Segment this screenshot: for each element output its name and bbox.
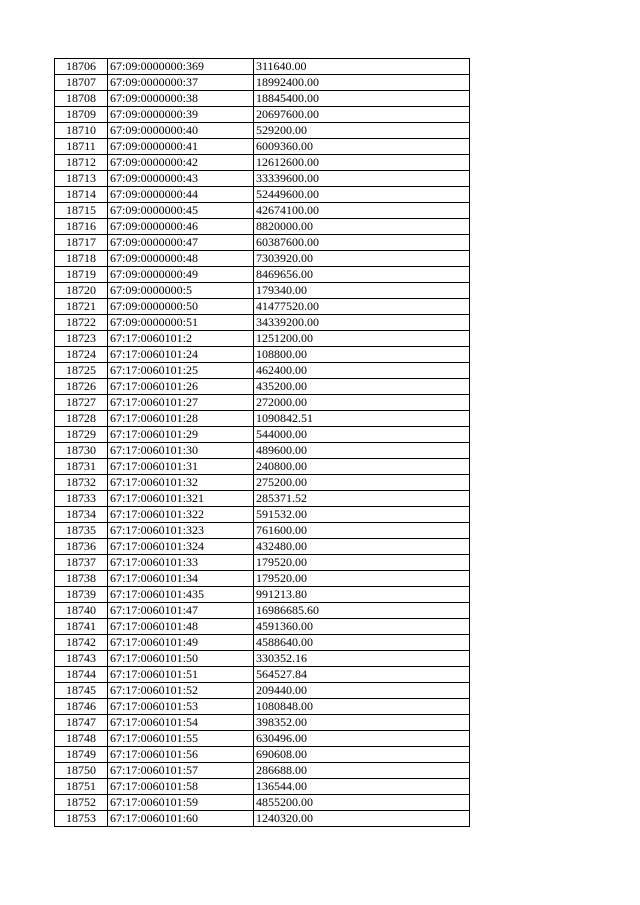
value-cell: 761600.00 bbox=[254, 523, 470, 539]
row-number-cell: 18714 bbox=[55, 187, 108, 203]
table-row bbox=[55, 539, 470, 555]
value-cell: 7303920.00 bbox=[254, 251, 470, 267]
cadastral-number-cell: 67:17:0060101:60 bbox=[108, 811, 254, 827]
row-number-cell: 18738 bbox=[55, 571, 108, 587]
value-cell: 34339200.00 bbox=[254, 315, 470, 331]
cadastral-number-cell: 67:17:0060101:34 bbox=[108, 571, 254, 587]
table-row bbox=[55, 779, 470, 795]
cadastral-number-cell: 67:17:0060101:52 bbox=[108, 683, 254, 699]
table-row bbox=[55, 763, 470, 779]
cadastral-number-cell: 67:09:0000000:44 bbox=[108, 187, 254, 203]
row-number-cell: 18713 bbox=[55, 171, 108, 187]
table-row bbox=[55, 651, 470, 667]
row-number-cell: 18712 bbox=[55, 155, 108, 171]
cadastral-number-cell: 67:09:0000000:37 bbox=[108, 75, 254, 91]
row-number-cell: 18753 bbox=[55, 811, 108, 827]
table-row bbox=[55, 443, 470, 459]
row-number-cell: 18725 bbox=[55, 363, 108, 379]
table-row bbox=[55, 347, 470, 363]
table-row bbox=[55, 715, 470, 731]
value-cell: 489600.00 bbox=[254, 443, 470, 459]
row-number-cell: 18711 bbox=[55, 139, 108, 155]
value-cell: 18845400.00 bbox=[254, 91, 470, 107]
table-row bbox=[55, 747, 470, 763]
cadastral-number-cell: 67:17:0060101:28 bbox=[108, 411, 254, 427]
row-number-cell: 18731 bbox=[55, 459, 108, 475]
table-row bbox=[55, 667, 470, 683]
row-number-cell: 18729 bbox=[55, 427, 108, 443]
value-cell: 690608.00 bbox=[254, 747, 470, 763]
table-row bbox=[55, 187, 470, 203]
value-cell: 432480.00 bbox=[254, 539, 470, 555]
value-cell: 60387600.00 bbox=[254, 235, 470, 251]
row-number-cell: 18752 bbox=[55, 795, 108, 811]
row-number-cell: 18747 bbox=[55, 715, 108, 731]
row-number-cell: 18718 bbox=[55, 251, 108, 267]
cadastral-number-cell: 67:17:0060101:324 bbox=[108, 539, 254, 555]
row-number-cell: 18741 bbox=[55, 619, 108, 635]
value-cell: 1080848.00 bbox=[254, 699, 470, 715]
row-number-cell: 18722 bbox=[55, 315, 108, 331]
value-cell: 991213.80 bbox=[254, 587, 470, 603]
cadastral-number-cell: 67:09:0000000:50 bbox=[108, 299, 254, 315]
value-cell: 435200.00 bbox=[254, 379, 470, 395]
table-row bbox=[55, 491, 470, 507]
row-number-cell: 18739 bbox=[55, 587, 108, 603]
row-number-cell: 18748 bbox=[55, 731, 108, 747]
row-number-cell: 18749 bbox=[55, 747, 108, 763]
table-row bbox=[55, 235, 470, 251]
value-cell: 8820000.00 bbox=[254, 219, 470, 235]
cadastral-number-cell: 67:09:0000000:43 bbox=[108, 171, 254, 187]
row-number-cell: 18726 bbox=[55, 379, 108, 395]
value-cell: 398352.00 bbox=[254, 715, 470, 731]
row-number-cell: 18715 bbox=[55, 203, 108, 219]
table-row bbox=[55, 123, 470, 139]
value-cell: 52449600.00 bbox=[254, 187, 470, 203]
row-number-cell: 18750 bbox=[55, 763, 108, 779]
row-number-cell: 18708 bbox=[55, 91, 108, 107]
table-row bbox=[55, 251, 470, 267]
cadastral-number-cell: 67:09:0000000:5 bbox=[108, 283, 254, 299]
table-row bbox=[55, 395, 470, 411]
table-row bbox=[55, 331, 470, 347]
table-row bbox=[55, 811, 470, 827]
value-cell: 591532.00 bbox=[254, 507, 470, 523]
value-cell: 6009360.00 bbox=[254, 139, 470, 155]
value-cell: 18992400.00 bbox=[254, 75, 470, 91]
cadastral-number-cell: 67:17:0060101:47 bbox=[108, 603, 254, 619]
value-cell: 8469656.00 bbox=[254, 267, 470, 283]
cadastral-number-cell: 67:17:0060101:26 bbox=[108, 379, 254, 395]
cadastral-number-cell: 67:17:0060101:50 bbox=[108, 651, 254, 667]
value-cell: 330352.16 bbox=[254, 651, 470, 667]
row-number-cell: 18740 bbox=[55, 603, 108, 619]
table-row bbox=[55, 587, 470, 603]
cadastral-number-cell: 67:17:0060101:322 bbox=[108, 507, 254, 523]
value-cell: 1090842.51 bbox=[254, 411, 470, 427]
cadastral-number-cell: 67:17:0060101:2 bbox=[108, 331, 254, 347]
row-number-cell: 18721 bbox=[55, 299, 108, 315]
value-cell: 4588640.00 bbox=[254, 635, 470, 651]
table-row bbox=[55, 731, 470, 747]
cadastral-number-cell: 67:17:0060101:49 bbox=[108, 635, 254, 651]
cadastral-number-cell: 67:09:0000000:47 bbox=[108, 235, 254, 251]
value-cell: 630496.00 bbox=[254, 731, 470, 747]
value-cell: 544000.00 bbox=[254, 427, 470, 443]
table-row bbox=[55, 427, 470, 443]
row-number-cell: 18737 bbox=[55, 555, 108, 571]
value-cell: 1240320.00 bbox=[254, 811, 470, 827]
value-cell: 20697600.00 bbox=[254, 107, 470, 123]
cadastral-number-cell: 67:09:0000000:369 bbox=[108, 59, 254, 75]
row-number-cell: 18706 bbox=[55, 59, 108, 75]
row-number-cell: 18736 bbox=[55, 539, 108, 555]
cadastral-number-cell: 67:17:0060101:51 bbox=[108, 667, 254, 683]
table-row bbox=[55, 155, 470, 171]
cadastral-number-cell: 67:09:0000000:41 bbox=[108, 139, 254, 155]
value-cell: 285371.52 bbox=[254, 491, 470, 507]
cadastral-number-cell: 67:17:0060101:58 bbox=[108, 779, 254, 795]
cadastral-number-cell: 67:17:0060101:25 bbox=[108, 363, 254, 379]
value-cell: 272000.00 bbox=[254, 395, 470, 411]
cadastral-number-cell: 67:17:0060101:55 bbox=[108, 731, 254, 747]
cadastral-number-cell: 67:09:0000000:45 bbox=[108, 203, 254, 219]
table-row bbox=[55, 283, 470, 299]
cadastral-number-cell: 67:17:0060101:27 bbox=[108, 395, 254, 411]
table-row bbox=[55, 523, 470, 539]
table-row bbox=[55, 683, 470, 699]
row-number-cell: 18717 bbox=[55, 235, 108, 251]
value-cell: 4855200.00 bbox=[254, 795, 470, 811]
cadastral-number-cell: 67:09:0000000:49 bbox=[108, 267, 254, 283]
table-row bbox=[55, 59, 470, 75]
table-row bbox=[55, 619, 470, 635]
cadastral-value-table bbox=[54, 58, 470, 827]
row-number-cell: 18720 bbox=[55, 283, 108, 299]
table-row bbox=[55, 699, 470, 715]
cadastral-number-cell: 67:09:0000000:51 bbox=[108, 315, 254, 331]
cadastral-number-cell: 67:17:0060101:435 bbox=[108, 587, 254, 603]
row-number-cell: 18724 bbox=[55, 347, 108, 363]
value-cell: 286688.00 bbox=[254, 763, 470, 779]
table-body bbox=[55, 59, 470, 827]
value-cell: 12612600.00 bbox=[254, 155, 470, 171]
value-cell: 4591360.00 bbox=[254, 619, 470, 635]
table-row bbox=[55, 91, 470, 107]
row-number-cell: 18730 bbox=[55, 443, 108, 459]
value-cell: 42674100.00 bbox=[254, 203, 470, 219]
row-number-cell: 18723 bbox=[55, 331, 108, 347]
value-cell: 1251200.00 bbox=[254, 331, 470, 347]
row-number-cell: 18728 bbox=[55, 411, 108, 427]
row-number-cell: 18719 bbox=[55, 267, 108, 283]
table-row bbox=[55, 139, 470, 155]
table-row bbox=[55, 459, 470, 475]
value-cell: 179520.00 bbox=[254, 571, 470, 587]
row-number-cell: 18710 bbox=[55, 123, 108, 139]
row-number-cell: 18742 bbox=[55, 635, 108, 651]
value-cell: 529200.00 bbox=[254, 123, 470, 139]
value-cell: 179340.00 bbox=[254, 283, 470, 299]
table-row bbox=[55, 475, 470, 491]
value-cell: 311640.00 bbox=[254, 59, 470, 75]
cadastral-number-cell: 67:17:0060101:32 bbox=[108, 475, 254, 491]
table-row bbox=[55, 299, 470, 315]
cadastral-number-cell: 67:17:0060101:56 bbox=[108, 747, 254, 763]
value-cell: 209440.00 bbox=[254, 683, 470, 699]
table-row bbox=[55, 203, 470, 219]
table-row bbox=[55, 171, 470, 187]
cadastral-number-cell: 67:17:0060101:30 bbox=[108, 443, 254, 459]
value-cell: 41477520.00 bbox=[254, 299, 470, 315]
row-number-cell: 18751 bbox=[55, 779, 108, 795]
cadastral-number-cell: 67:17:0060101:57 bbox=[108, 763, 254, 779]
row-number-cell: 18733 bbox=[55, 491, 108, 507]
cadastral-number-cell: 67:17:0060101:59 bbox=[108, 795, 254, 811]
cadastral-number-cell: 67:17:0060101:29 bbox=[108, 427, 254, 443]
row-number-cell: 18707 bbox=[55, 75, 108, 91]
cadastral-number-cell: 67:17:0060101:323 bbox=[108, 523, 254, 539]
cadastral-number-cell: 67:09:0000000:38 bbox=[108, 91, 254, 107]
cadastral-number-cell: 67:09:0000000:40 bbox=[108, 123, 254, 139]
cadastral-number-cell: 67:17:0060101:321 bbox=[108, 491, 254, 507]
value-cell: 179520.00 bbox=[254, 555, 470, 571]
table-row bbox=[55, 603, 470, 619]
row-number-cell: 18716 bbox=[55, 219, 108, 235]
cadastral-number-cell: 67:09:0000000:42 bbox=[108, 155, 254, 171]
cadastral-number-cell: 67:09:0000000:39 bbox=[108, 107, 254, 123]
table-row bbox=[55, 315, 470, 331]
row-number-cell: 18734 bbox=[55, 507, 108, 523]
table-row bbox=[55, 363, 470, 379]
table-row bbox=[55, 107, 470, 123]
cadastral-number-cell: 67:17:0060101:54 bbox=[108, 715, 254, 731]
table-row bbox=[55, 379, 470, 395]
value-cell: 136544.00 bbox=[254, 779, 470, 795]
row-number-cell: 18727 bbox=[55, 395, 108, 411]
cadastral-number-cell: 67:09:0000000:46 bbox=[108, 219, 254, 235]
table-row bbox=[55, 411, 470, 427]
value-cell: 564527.84 bbox=[254, 667, 470, 683]
table-row bbox=[55, 219, 470, 235]
cadastral-number-cell: 67:17:0060101:24 bbox=[108, 347, 254, 363]
value-cell: 462400.00 bbox=[254, 363, 470, 379]
row-number-cell: 18745 bbox=[55, 683, 108, 699]
table-row bbox=[55, 75, 470, 91]
table-row bbox=[55, 555, 470, 571]
value-cell: 240800.00 bbox=[254, 459, 470, 475]
table-row bbox=[55, 795, 470, 811]
row-number-cell: 18735 bbox=[55, 523, 108, 539]
cadastral-number-cell: 67:17:0060101:48 bbox=[108, 619, 254, 635]
value-cell: 108800.00 bbox=[254, 347, 470, 363]
row-number-cell: 18746 bbox=[55, 699, 108, 715]
row-number-cell: 18744 bbox=[55, 667, 108, 683]
row-number-cell: 18732 bbox=[55, 475, 108, 491]
cadastral-number-cell: 67:17:0060101:31 bbox=[108, 459, 254, 475]
table-row bbox=[55, 507, 470, 523]
cadastral-number-cell: 67:09:0000000:48 bbox=[108, 251, 254, 267]
cadastral-number-cell: 67:17:0060101:53 bbox=[108, 699, 254, 715]
row-number-cell: 18709 bbox=[55, 107, 108, 123]
value-cell: 275200.00 bbox=[254, 475, 470, 491]
cadastral-number-cell: 67:17:0060101:33 bbox=[108, 555, 254, 571]
table-row bbox=[55, 635, 470, 651]
table-row bbox=[55, 267, 470, 283]
value-cell: 33339600.00 bbox=[254, 171, 470, 187]
row-number-cell: 18743 bbox=[55, 651, 108, 667]
table-row bbox=[55, 571, 470, 587]
value-cell: 16986685.60 bbox=[254, 603, 470, 619]
